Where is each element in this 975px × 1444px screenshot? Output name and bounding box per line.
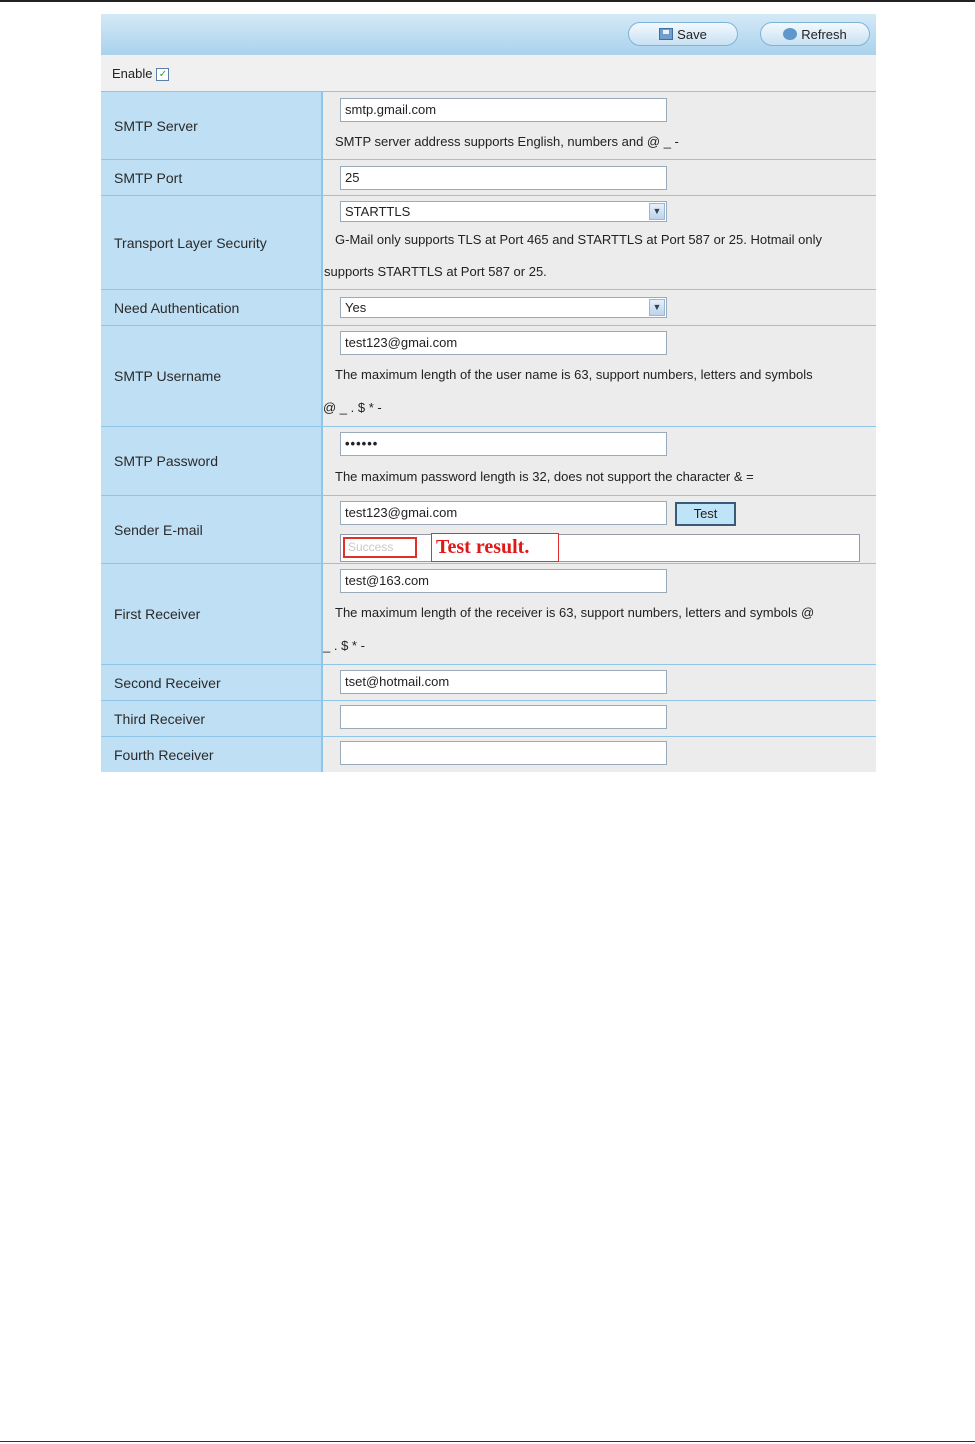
row-third-receiver bbox=[101, 700, 876, 736]
row-tls bbox=[101, 195, 876, 289]
smtp-username-label: SMTP Username bbox=[101, 326, 323, 426]
first-receiver-input[interactable]: test@163.com bbox=[340, 569, 667, 593]
bottom-rule bbox=[0, 1441, 975, 1442]
smtp-password-label: SMTP Password bbox=[101, 427, 323, 495]
fourth-receiver-label: Fourth Receiver bbox=[101, 737, 323, 772]
enable-row bbox=[101, 55, 876, 91]
sender-email-input[interactable]: test123@gmai.com bbox=[340, 501, 667, 525]
row-smtp-password bbox=[101, 426, 876, 495]
fourth-receiver-cell bbox=[323, 737, 876, 772]
row-second-receiver bbox=[101, 664, 876, 700]
test-button[interactable]: Test bbox=[675, 502, 736, 526]
smtp-username-input[interactable]: test123@gmai.com bbox=[340, 331, 667, 355]
test-result-annotation: Test result. bbox=[431, 533, 559, 562]
save-button[interactable] bbox=[628, 22, 738, 46]
smtp-password-input[interactable]: •••••• bbox=[340, 432, 667, 456]
smtp-username-hint-line2: @ _ . $ * - bbox=[323, 400, 382, 415]
smtp-port-input[interactable]: 25 bbox=[340, 166, 667, 190]
row-first-receiver bbox=[101, 563, 876, 664]
enable-label: Enable bbox=[112, 65, 153, 81]
second-receiver-cell bbox=[323, 665, 876, 700]
refresh-button[interactable] bbox=[760, 22, 870, 46]
smtp-server-cell bbox=[323, 92, 876, 159]
smtp-server-hint: SMTP server address supports English, numbers and @ _ - bbox=[335, 134, 679, 149]
second-receiver-input[interactable]: tset@hotmail.com bbox=[340, 670, 667, 694]
smtp-port-cell bbox=[323, 160, 876, 195]
save-button-label: Save bbox=[677, 26, 707, 42]
need-auth-label: Need Authentication bbox=[101, 290, 323, 325]
need-auth-select-value: Yes bbox=[345, 300, 367, 315]
chevron-down-icon: ▼ bbox=[649, 203, 665, 220]
smtp-password-cell bbox=[323, 427, 876, 495]
smtp-server-input[interactable]: smtp.gmail.com bbox=[340, 98, 667, 122]
first-receiver-label: First Receiver bbox=[101, 564, 323, 664]
enable-checkbox[interactable] bbox=[156, 68, 169, 81]
refresh-icon bbox=[783, 28, 797, 40]
third-receiver-label: Third Receiver bbox=[101, 701, 323, 736]
tls-label: Transport Layer Security bbox=[101, 196, 323, 289]
first-receiver-hint-line2: _ . $ * - bbox=[323, 638, 365, 653]
fourth-receiver-input[interactable] bbox=[340, 741, 667, 765]
smtp-server-label: SMTP Server bbox=[101, 92, 323, 159]
tls-hint-line2: supports STARTTLS at Port 587 or 25. bbox=[324, 264, 547, 279]
refresh-button-label: Refresh bbox=[801, 26, 847, 42]
smtp-username-hint-line1: The maximum length of the user name is 63, support numbers, letters and symbols bbox=[335, 367, 813, 382]
first-receiver-hint-line1: The maximum length of the receiver is 63, support numbers, letters and symbols @ bbox=[335, 605, 815, 620]
mail-settings-panel bbox=[101, 14, 876, 772]
row-fourth-receiver bbox=[101, 736, 876, 772]
test-status: Success bbox=[343, 537, 417, 558]
second-receiver-label: Second Receiver bbox=[101, 665, 323, 700]
sender-email-cell bbox=[323, 496, 876, 563]
smtp-password-hint: The maximum password length is 32, does not support the character & = bbox=[335, 469, 754, 484]
smtp-username-cell bbox=[323, 326, 876, 426]
row-smtp-server bbox=[101, 91, 876, 159]
tls-cell bbox=[323, 196, 876, 289]
sender-email-label: Sender E-mail bbox=[101, 496, 323, 563]
checkmark-icon: ✓ bbox=[158, 68, 168, 80]
row-smtp-username bbox=[101, 325, 876, 426]
row-sender-email bbox=[101, 495, 876, 563]
save-icon bbox=[659, 28, 673, 40]
row-smtp-port bbox=[101, 159, 876, 195]
row-need-auth bbox=[101, 289, 876, 325]
top-rule bbox=[0, 0, 975, 2]
chevron-down-icon: ▼ bbox=[649, 299, 665, 316]
need-auth-select[interactable] bbox=[340, 297, 667, 318]
toolbar bbox=[101, 14, 876, 55]
third-receiver-input[interactable] bbox=[340, 705, 667, 729]
tls-select-value: STARTTLS bbox=[345, 204, 411, 219]
need-auth-cell bbox=[323, 290, 876, 325]
tls-hint-line1: G-Mail only supports TLS at Port 465 and STARTTLS at Port 587 or 25. Hotmail only bbox=[335, 232, 823, 247]
tls-select[interactable] bbox=[340, 201, 667, 222]
test-result-box bbox=[340, 534, 860, 562]
smtp-port-label: SMTP Port bbox=[101, 160, 323, 195]
third-receiver-cell bbox=[323, 701, 876, 736]
first-receiver-cell bbox=[323, 564, 876, 664]
